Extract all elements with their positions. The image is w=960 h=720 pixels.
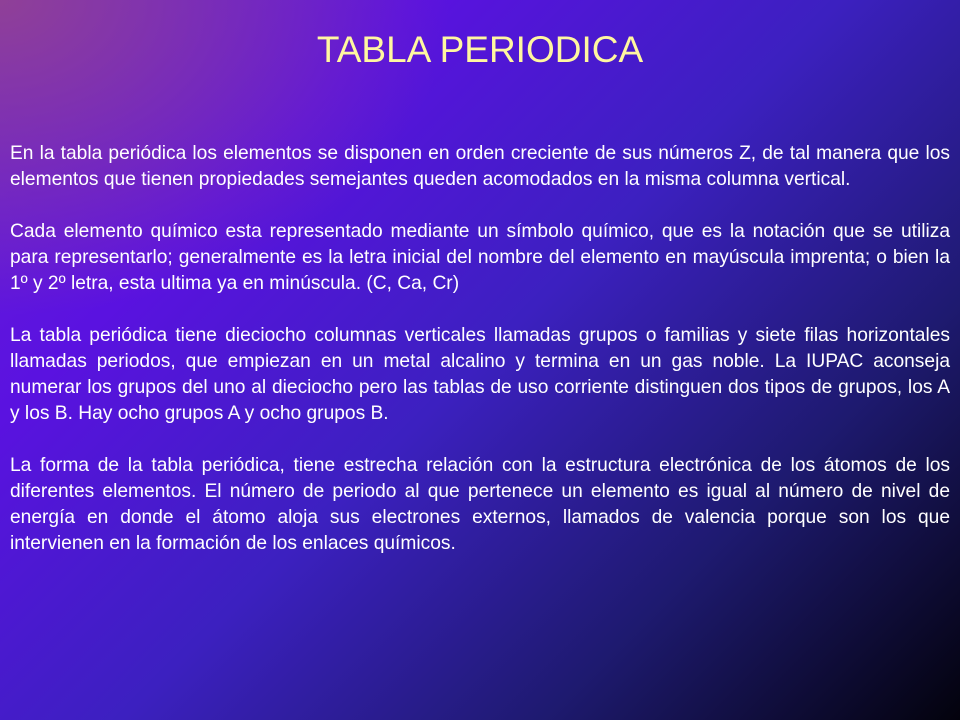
paragraph-groups-periods: La tabla periódica tiene dieciocho columnas verticales llamadas grupos o familias y siete filas horizontales llamadas periodos, que empiezan en un metal alcalino y termina en un gas noble. La IUPAC aconseja numerar los grupos del uno al dieciocho pero las tablas de uso corriente distinguen dos tipos de grupos, los A y los B. Hay ocho grupos A y ocho grupos B.	[10, 325, 950, 424]
paragraph-electronic-structure: La forma de la tabla periódica, tiene estrecha relación con la estructura electrónica de los átomos de los diferentes elementos. El número de periodo al que pertenece un elemento es igual al número de nivel de energía en donde el átomo aloja sus electrones externos, llamados de valencia porque son los que intervienen en la formación de los enlaces químicos.	[10, 455, 950, 554]
slide-body	[10, 141, 950, 557]
slide-title: TABLA PERIODICA	[316, 29, 644, 70]
paragraph-symbols: Cada elemento químico esta representado mediante un símbolo químico, que es la notación que se utiliza para representarlo; generalmente es la letra inicial del nombre del elemento en mayúscula imprenta; o bien la 1º y 2º letra, esta ultima ya en minúscula. (C, Ca, Cr)	[10, 221, 950, 294]
paragraph-ordering: En la tabla periódica los elementos se disponen en orden creciente de sus números Z, de tal manera que los elementos que tienen propiedades semejantes queden acomodados en la misma columna vertical.	[10, 143, 950, 190]
